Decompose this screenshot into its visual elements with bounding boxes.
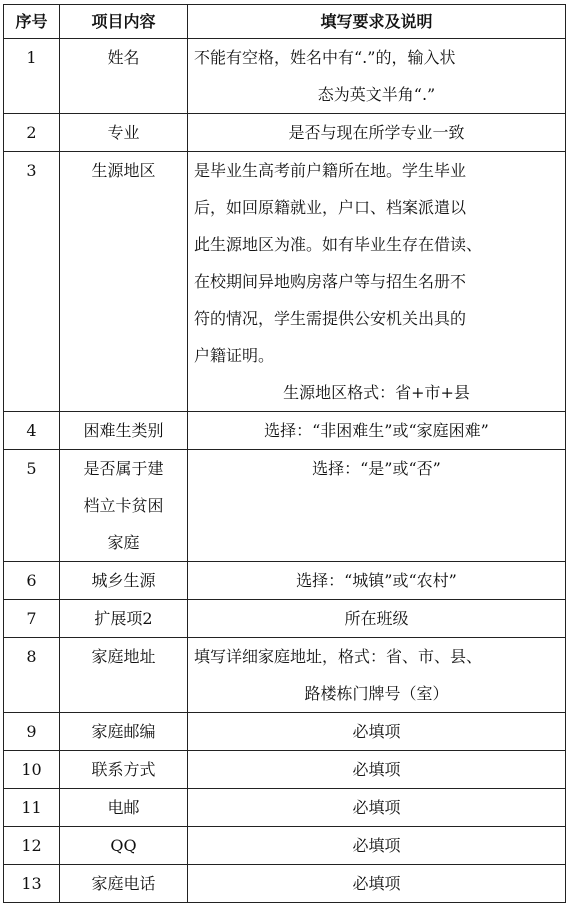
description-line: 选择：“非困难生”或“家庭困难” <box>264 421 489 440</box>
table-row <box>4 412 566 450</box>
item-line: 扩展项2 <box>94 609 153 628</box>
item-line: 档立卡贫困 <box>83 496 164 515</box>
row-number: 9 <box>4 713 60 751</box>
row-number: 2 <box>4 114 60 152</box>
header-row <box>4 5 566 39</box>
table-row <box>4 562 566 600</box>
table-row <box>4 713 566 751</box>
item-line: 专业 <box>107 123 140 142</box>
description-line: 此生源地区为准。如有毕业生存在借读、 <box>194 235 483 254</box>
table-row <box>4 600 566 638</box>
row-item <box>60 638 188 713</box>
row-item <box>60 39 188 114</box>
row-description <box>188 114 566 152</box>
row-description <box>188 562 566 600</box>
row-description <box>188 827 566 865</box>
table-row <box>4 114 566 152</box>
requirements-table <box>3 4 566 903</box>
item-line: 是否属于建 <box>83 459 164 478</box>
row-description <box>188 789 566 827</box>
description-line: 必填项 <box>352 722 401 741</box>
table-row <box>4 39 566 114</box>
table-row <box>4 152 566 412</box>
row-item <box>60 450 188 562</box>
row-item <box>60 152 188 412</box>
table-row <box>4 789 566 827</box>
row-item <box>60 827 188 865</box>
row-number: 5 <box>4 450 60 562</box>
item-line: 家庭邮编 <box>91 722 156 741</box>
row-description <box>188 152 566 412</box>
description-line: 态为英文半角“.” <box>317 85 436 104</box>
row-number: 8 <box>4 638 60 713</box>
description-line: 是否与现在所学专业一致 <box>288 123 465 142</box>
description-line: 在校期间异地购房落户等与招生名册不 <box>194 272 467 291</box>
row-description <box>188 412 566 450</box>
row-description <box>188 865 566 903</box>
row-number: 11 <box>4 789 60 827</box>
table-row <box>4 638 566 713</box>
description-line: 必填项 <box>352 760 401 779</box>
description-line: 不能有空格，姓名中有“.”的，输入状 <box>194 48 456 67</box>
header-desc: 填写要求及说明 <box>188 5 566 39</box>
row-description <box>188 450 566 562</box>
row-description <box>188 39 566 114</box>
description-line: 生源地区格式：省+市+县 <box>283 383 470 402</box>
item-line: 家庭电话 <box>91 874 156 893</box>
row-number: 7 <box>4 600 60 638</box>
row-number: 13 <box>4 865 60 903</box>
row-number: 6 <box>4 562 60 600</box>
description-line: 必填项 <box>352 798 401 817</box>
description-line: 填写详细家庭地址，格式：省、市、县、 <box>194 647 483 666</box>
description-line: 户籍证明。 <box>194 346 275 365</box>
description-line: 路楼栋门牌号（室） <box>304 684 449 703</box>
row-item <box>60 751 188 789</box>
row-description <box>188 751 566 789</box>
row-description <box>188 638 566 713</box>
description-line: 必填项 <box>352 874 401 893</box>
table-row <box>4 450 566 562</box>
item-line: 家庭 <box>107 533 140 552</box>
row-number: 10 <box>4 751 60 789</box>
item-line: 联系方式 <box>91 760 156 779</box>
description-line: 后，如回原籍就业，户口、档案派遣以 <box>194 198 467 217</box>
table-row <box>4 827 566 865</box>
row-number: 12 <box>4 827 60 865</box>
item-line: 家庭地址 <box>91 647 156 666</box>
header-no: 序号 <box>4 5 60 39</box>
row-item <box>60 600 188 638</box>
row-item <box>60 789 188 827</box>
item-line: 生源地区 <box>91 161 156 180</box>
row-item <box>60 412 188 450</box>
row-description <box>188 600 566 638</box>
row-number: 3 <box>4 152 60 412</box>
row-item <box>60 865 188 903</box>
row-item <box>60 114 188 152</box>
row-description <box>188 713 566 751</box>
item-line: 电邮 <box>107 798 140 817</box>
item-line: 困难生类别 <box>83 421 164 440</box>
description-line: 选择：“是”或“否” <box>312 459 441 478</box>
table-row <box>4 865 566 903</box>
header-item: 项目内容 <box>60 5 188 39</box>
row-item <box>60 713 188 751</box>
description-line: 是毕业生高考前户籍所在地。学生毕业 <box>194 161 467 180</box>
description-line: 选择：“城镇”或“农村” <box>296 571 457 590</box>
description-line: 所在班级 <box>344 609 409 628</box>
item-line: 姓名 <box>107 48 140 67</box>
description-line: 符的情况，学生需提供公安机关出具的 <box>194 309 467 328</box>
row-number: 1 <box>4 39 60 114</box>
description-line: 必填项 <box>352 836 401 855</box>
row-item <box>60 562 188 600</box>
item-line: QQ <box>110 836 137 855</box>
row-number: 4 <box>4 412 60 450</box>
item-line: 城乡生源 <box>91 571 156 590</box>
table-row <box>4 751 566 789</box>
